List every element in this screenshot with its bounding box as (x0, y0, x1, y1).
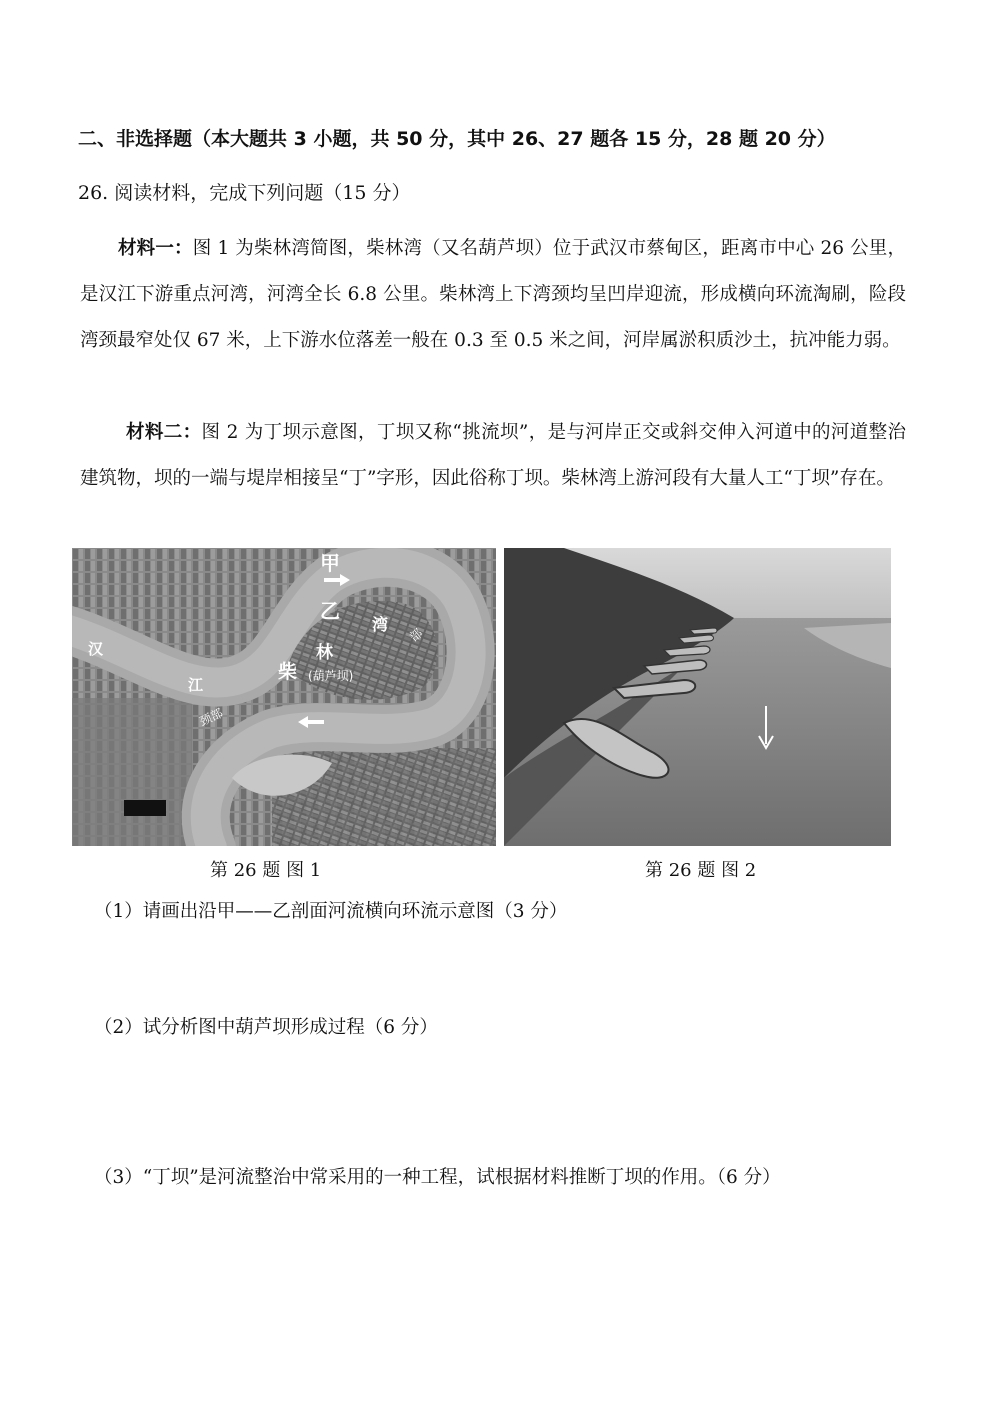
label-jia: 甲 (320, 551, 340, 575)
label-wan: 湾 (372, 615, 389, 634)
figure-2-caption: 第 26 题 图 2 (645, 860, 757, 881)
label-bu: 部 (406, 625, 426, 645)
material-2-label: 材料二： (126, 422, 202, 443)
question-title: 26. 阅读材料，完成下列问题（15 分） (78, 182, 411, 204)
label-hulu: (葫芦坝) (308, 669, 354, 683)
river-map-image (72, 548, 496, 846)
label-yi: 乙 (320, 599, 340, 623)
section-heading: 二、非选择题（本大题共 3 小题，共 50 分，其中 26、27 题各 15 分，28 题 20 分） (78, 128, 836, 150)
groyne-photo-image (504, 548, 891, 846)
figure-1-caption: 第 26 题 图 1 (210, 860, 322, 881)
subquestion-2: （2）试分析图中葫芦坝形成过程（6 分） (94, 1017, 438, 1038)
material-2 (80, 410, 906, 502)
figure-1-map (72, 548, 496, 846)
subquestion-1: （1）请画出沿甲——乙剖面河流横向环流示意图（3 分） (94, 901, 568, 922)
material-1-text: 图 1 为柴林湾简图，柴林湾（又名葫芦坝）位于武汉市蔡甸区，距离市中心 26 公里，是汉江下游重点河湾，河湾全长 6.8 公里。柴林湾上下湾颈均呈凹岸迎流，形成横向环流淘刷，险段湾颈最窄处仅 67 米，上下游水位落差一般在 0.3 至 0.5 米之间，河岸属淤积质沙土，抗冲能力弱。 (80, 238, 906, 351)
material-2-text: 图 2 为丁坝示意图，丁坝又称“挑流坝”，是与河岸正交或斜交伸入河道中的河道整治建筑物，坝的一端与堤岸相接呈“丁”字形，因此俗称丁坝。柴林湾上游河段有大量人工“丁坝”存在。 (80, 422, 906, 489)
label-wanjing: 颈部 (197, 705, 226, 729)
material-1-label: 材料一： (118, 238, 193, 259)
label-jiang: 江 (188, 676, 204, 694)
label-han: 汉 (88, 640, 104, 658)
subquestion-3: （3）“丁坝”是河流整治中常采用的一种工程，试根据材料推断丁坝的作用。（6 分） (94, 1167, 781, 1188)
label-lin: 林 (316, 643, 333, 663)
label-chai: 柴 (278, 661, 298, 683)
figure-2-photo (504, 548, 891, 846)
material-1 (80, 226, 906, 364)
